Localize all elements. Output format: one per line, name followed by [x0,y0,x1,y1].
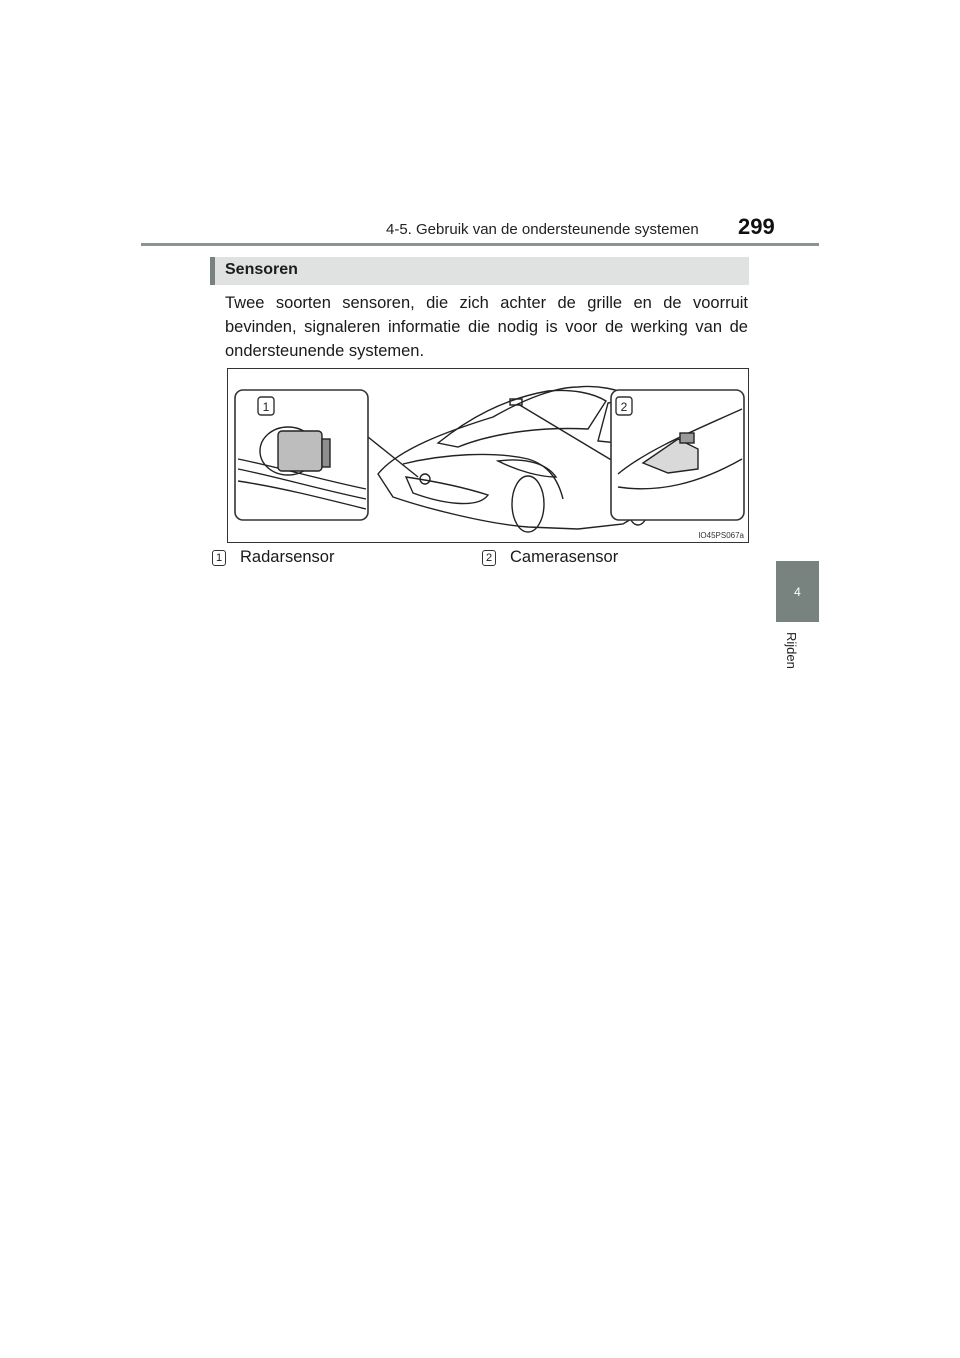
section-header [210,257,749,285]
header-divider [141,243,819,246]
legend-item-camera [482,548,618,567]
car-hood-line [403,454,563,499]
leader-line-radar [368,437,418,477]
section-body-text: Twee soorten sensoren, die zich achter de grille en de voorruit bevinden, signaleren informatie die nodig is voor de werking van de ondersteunende systemen. [225,294,748,360]
chapter-number: 4 [794,584,801,599]
chapter-tab [776,561,819,622]
legend-item-radar [212,548,334,567]
legend-number: 2 [482,550,496,566]
legend-number: 1 [212,550,226,566]
car-front-wheel [512,476,544,532]
car-headlight [498,460,556,477]
chapter-label: Rijden [784,632,799,669]
page-number: 299 [738,214,775,239]
section-title: Sensoren [225,261,298,278]
legend-label: Radarsensor [240,548,335,566]
car-grille [406,477,488,504]
car-sensor-drawing [228,369,748,542]
callout-1: 1 [262,400,270,414]
inset-camera [611,390,744,520]
header-section-title: 4-5. Gebruik van de ondersteunende systemen [386,221,699,238]
section-header-accent [210,257,215,285]
inset-radar [235,390,368,520]
callout-2: 2 [620,400,628,414]
legend-label: Camerasensor [510,548,619,566]
sensor-illustration [227,368,749,543]
figure-code: IO45PS067a [698,531,744,540]
